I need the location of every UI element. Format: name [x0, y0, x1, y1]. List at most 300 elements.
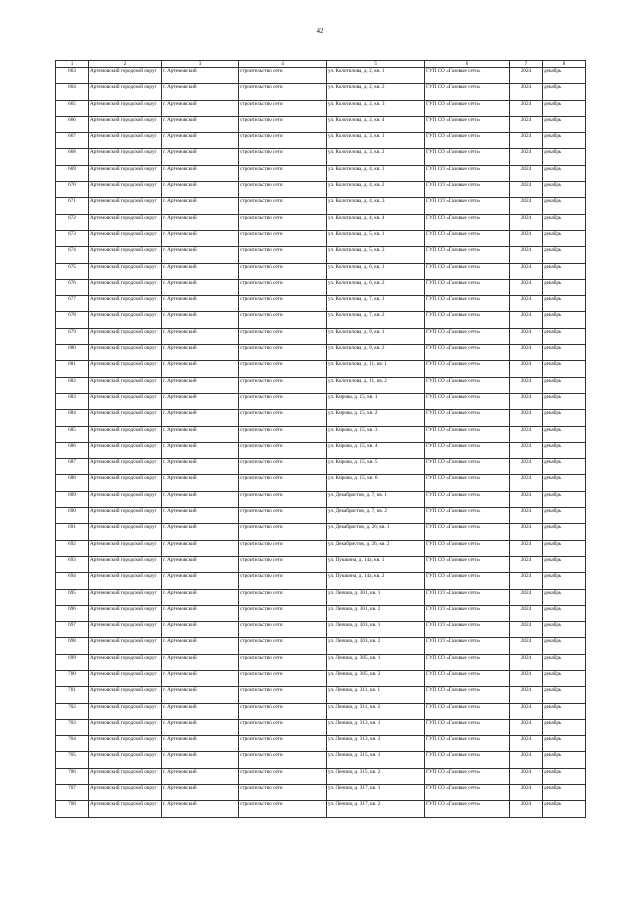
row-number-cell: 696	[56, 605, 89, 621]
work-type-cell: строительство сети	[239, 214, 327, 230]
work-type-cell: строительство сети	[239, 328, 327, 344]
month-cell: декабрь	[543, 377, 586, 393]
row-number-cell: 708	[56, 801, 89, 817]
municipality-cell: Артемовский городской округ	[89, 263, 162, 279]
month-cell: декабрь	[543, 785, 586, 801]
table-row	[56, 540, 586, 556]
contractor-cell: ГУП СО «Газовые сети»	[425, 703, 510, 719]
year-cell: 2024	[510, 524, 543, 540]
contractor-cell: ГУП СО «Газовые сети»	[425, 719, 510, 735]
row-number-cell: 679	[56, 328, 89, 344]
locality-cell: г. Артемовский	[162, 442, 239, 458]
column-header-6: 6	[425, 61, 510, 68]
municipality-cell: Артемовский городской округ	[89, 230, 162, 246]
address-cell: ул. Ленина, д. 317, кв. 1	[327, 785, 425, 801]
month-cell: декабрь	[543, 230, 586, 246]
table-row	[56, 165, 586, 181]
table-row	[56, 393, 586, 409]
address-cell: ул. Ленина, д. 313, кв. 2	[327, 736, 425, 752]
municipality-cell: Артемовский городской округ	[89, 312, 162, 328]
year-cell: 2024	[510, 687, 543, 703]
work-type-cell: строительство сети	[239, 345, 327, 361]
table-row	[56, 556, 586, 572]
table-row	[56, 752, 586, 768]
row-number-cell: 683	[56, 393, 89, 409]
work-type-cell: строительство сети	[239, 296, 327, 312]
address-cell: ул. Кирова, д. 15, кв. 1	[327, 393, 425, 409]
month-cell: декабрь	[543, 328, 586, 344]
row-number-cell: 681	[56, 361, 89, 377]
row-number-cell: 689	[56, 491, 89, 507]
municipality-cell: Артемовский городской округ	[89, 752, 162, 768]
work-type-cell: строительство сети	[239, 198, 327, 214]
municipality-cell: Артемовский городской округ	[89, 573, 162, 589]
address-cell: ул. Декабристов, д. 7, кв. 2	[327, 508, 425, 524]
locality-cell: г. Артемовский	[162, 508, 239, 524]
work-type-cell: строительство сети	[239, 573, 327, 589]
locality-cell: г. Артемовский	[162, 393, 239, 409]
locality-cell: г. Артемовский	[162, 84, 239, 100]
locality-cell: г. Артемовский	[162, 345, 239, 361]
table-row	[56, 312, 586, 328]
column-header-1: 1	[56, 61, 89, 68]
work-type-cell: строительство сети	[239, 768, 327, 784]
contractor-cell: ГУП СО «Газовые сети»	[425, 84, 510, 100]
month-cell: декабрь	[543, 556, 586, 572]
contractor-cell: ГУП СО «Газовые сети»	[425, 182, 510, 198]
municipality-cell: Артемовский городской округ	[89, 116, 162, 132]
locality-cell: г. Артемовский	[162, 377, 239, 393]
contractor-cell: ГУП СО «Газовые сети»	[425, 622, 510, 638]
contractor-cell: ГУП СО «Газовые сети»	[425, 133, 510, 149]
work-type-cell: строительство сети	[239, 491, 327, 507]
work-type-cell: строительство сети	[239, 165, 327, 181]
month-cell: декабрь	[543, 589, 586, 605]
object-schedule-table	[55, 60, 586, 818]
year-cell: 2024	[510, 491, 543, 507]
month-cell: декабрь	[543, 442, 586, 458]
municipality-cell: Артемовский городской округ	[89, 426, 162, 442]
row-number-cell: 706	[56, 768, 89, 784]
address-cell: ул. Пушкина, д. 14а, кв. 1	[327, 556, 425, 572]
work-type-cell: строительство сети	[239, 377, 327, 393]
work-type-cell: строительство сети	[239, 459, 327, 475]
row-number-cell: 672	[56, 214, 89, 230]
address-cell: ул. Кирова, д. 15, кв. 3	[327, 426, 425, 442]
year-cell: 2024	[510, 442, 543, 458]
table-row	[56, 719, 586, 735]
table-row	[56, 605, 586, 621]
municipality-cell: Артемовский городской округ	[89, 361, 162, 377]
work-type-cell: строительство сети	[239, 312, 327, 328]
year-cell: 2024	[510, 198, 543, 214]
month-cell: декабрь	[543, 540, 586, 556]
year-cell: 2024	[510, 296, 543, 312]
locality-cell: г. Артемовский	[162, 605, 239, 621]
municipality-cell: Артемовский городской округ	[89, 768, 162, 784]
locality-cell: г. Артемовский	[162, 589, 239, 605]
contractor-cell: ГУП СО «Газовые сети»	[425, 410, 510, 426]
work-type-cell: строительство сети	[239, 687, 327, 703]
year-cell: 2024	[510, 133, 543, 149]
row-number-cell: 680	[56, 345, 89, 361]
contractor-cell: ГУП СО «Газовые сети»	[425, 149, 510, 165]
address-cell: ул. Кирова, д. 15, кв. 4	[327, 442, 425, 458]
table-row	[56, 491, 586, 507]
municipality-cell: Артемовский городской округ	[89, 719, 162, 735]
year-cell: 2024	[510, 116, 543, 132]
year-cell: 2024	[510, 165, 543, 181]
locality-cell: г. Артемовский	[162, 687, 239, 703]
address-cell: ул. Ленина, д. 315, кв. 1	[327, 752, 425, 768]
table-row	[56, 377, 586, 393]
table-row	[56, 133, 586, 149]
work-type-cell: строительство сети	[239, 540, 327, 556]
month-cell: декабрь	[543, 687, 586, 703]
municipality-cell: Артемовский городской округ	[89, 491, 162, 507]
year-cell: 2024	[510, 214, 543, 230]
locality-cell: г. Артемовский	[162, 296, 239, 312]
work-type-cell: строительство сети	[239, 638, 327, 654]
year-cell: 2024	[510, 801, 543, 817]
row-number-cell: 677	[56, 296, 89, 312]
year-cell: 2024	[510, 459, 543, 475]
month-cell: декабрь	[543, 426, 586, 442]
month-cell: декабрь	[543, 84, 586, 100]
work-type-cell: строительство сети	[239, 589, 327, 605]
contractor-cell: ГУП СО «Газовые сети»	[425, 475, 510, 491]
municipality-cell: Артемовский городской округ	[89, 393, 162, 409]
locality-cell: г. Артемовский	[162, 703, 239, 719]
address-cell: ул. Колотилова, д. 3, кв. 2	[327, 149, 425, 165]
table-row	[56, 182, 586, 198]
locality-cell: г. Артемовский	[162, 426, 239, 442]
row-number-cell: 698	[56, 638, 89, 654]
locality-cell: г. Артемовский	[162, 573, 239, 589]
row-number-cell: 694	[56, 573, 89, 589]
table-row	[56, 426, 586, 442]
address-cell: ул. Ленина, д. 301, кв. 1	[327, 589, 425, 605]
month-cell: декабрь	[543, 133, 586, 149]
table-row	[56, 410, 586, 426]
contractor-cell: ГУП СО «Газовые сети»	[425, 736, 510, 752]
locality-cell: г. Артемовский	[162, 459, 239, 475]
locality-cell: г. Артемовский	[162, 230, 239, 246]
municipality-cell: Артемовский городской округ	[89, 84, 162, 100]
table-row	[56, 149, 586, 165]
address-cell: ул. Ленина, д. 301, кв. 2	[327, 605, 425, 621]
municipality-cell: Артемовский городской округ	[89, 622, 162, 638]
row-number-cell: 665	[56, 100, 89, 116]
row-number-cell: 686	[56, 442, 89, 458]
address-cell: ул. Колотилова, д. 3, кв. 1	[327, 133, 425, 149]
contractor-cell: ГУП СО «Газовые сети»	[425, 768, 510, 784]
contractor-cell: ГУП СО «Газовые сети»	[425, 263, 510, 279]
year-cell: 2024	[510, 230, 543, 246]
address-cell: ул. Пушкина, д. 14а, кв. 2	[327, 573, 425, 589]
address-cell: ул. Колотилова, д. 5, кв. 2	[327, 247, 425, 263]
month-cell: декабрь	[543, 638, 586, 654]
contractor-cell: ГУП СО «Газовые сети»	[425, 296, 510, 312]
contractor-cell: ГУП СО «Газовые сети»	[425, 687, 510, 703]
year-cell: 2024	[510, 100, 543, 116]
month-cell: декабрь	[543, 214, 586, 230]
municipality-cell: Артемовский городской округ	[89, 703, 162, 719]
municipality-cell: Артемовский городской округ	[89, 328, 162, 344]
year-cell: 2024	[510, 84, 543, 100]
work-type-cell: строительство сети	[239, 654, 327, 670]
month-cell: декабрь	[543, 654, 586, 670]
work-type-cell: строительство сети	[239, 410, 327, 426]
municipality-cell: Артемовский городской округ	[89, 687, 162, 703]
locality-cell: г. Артемовский	[162, 312, 239, 328]
municipality-cell: Артемовский городской округ	[89, 785, 162, 801]
year-cell: 2024	[510, 279, 543, 295]
address-cell: ул. Колотилова, д. 9, кв. 1	[327, 328, 425, 344]
year-cell: 2024	[510, 670, 543, 686]
locality-cell: г. Артемовский	[162, 638, 239, 654]
row-number-cell: 703	[56, 719, 89, 735]
table-row	[56, 736, 586, 752]
row-number-cell: 682	[56, 377, 89, 393]
row-number-cell: 705	[56, 752, 89, 768]
municipality-cell: Артемовский городской округ	[89, 410, 162, 426]
address-cell: ул. Колотилова, д. 2, кв. 3	[327, 100, 425, 116]
year-cell: 2024	[510, 410, 543, 426]
municipality-cell: Артемовский городской округ	[89, 182, 162, 198]
locality-cell: г. Артемовский	[162, 410, 239, 426]
row-number-cell: 702	[56, 703, 89, 719]
month-cell: декабрь	[543, 198, 586, 214]
year-cell: 2024	[510, 247, 543, 263]
locality-cell: г. Артемовский	[162, 524, 239, 540]
column-header-8: 8	[543, 61, 586, 68]
row-number-cell: 699	[56, 654, 89, 670]
locality-cell: г. Артемовский	[162, 263, 239, 279]
table-row	[56, 670, 586, 686]
locality-cell: г. Артемовский	[162, 328, 239, 344]
year-cell: 2024	[510, 556, 543, 572]
row-number-cell: 675	[56, 263, 89, 279]
year-cell: 2024	[510, 312, 543, 328]
row-number-cell: 704	[56, 736, 89, 752]
row-number-cell: 701	[56, 687, 89, 703]
address-cell: ул. Кирова, д. 15, кв. 5	[327, 459, 425, 475]
address-cell: ул. Ленина, д. 311, кв. 1	[327, 687, 425, 703]
year-cell: 2024	[510, 622, 543, 638]
municipality-cell: Артемовский городской округ	[89, 589, 162, 605]
table-row	[56, 589, 586, 605]
municipality-cell: Артемовский городской округ	[89, 736, 162, 752]
month-cell: декабрь	[543, 459, 586, 475]
address-cell: ул. Декабристов, д. 7, кв. 1	[327, 491, 425, 507]
work-type-cell: строительство сети	[239, 149, 327, 165]
header-row	[56, 61, 586, 68]
contractor-cell: ГУП СО «Газовые сети»	[425, 524, 510, 540]
table-row	[56, 214, 586, 230]
address-cell: ул. Кирова, д. 15, кв. 6	[327, 475, 425, 491]
contractor-cell: ГУП СО «Газовые сети»	[425, 361, 510, 377]
municipality-cell: Артемовский городской округ	[89, 279, 162, 295]
table-row	[56, 573, 586, 589]
contractor-cell: ГУП СО «Газовые сети»	[425, 442, 510, 458]
address-cell: ул. Декабристов, д. 26, кв. 1	[327, 524, 425, 540]
month-cell: декабрь	[543, 670, 586, 686]
contractor-cell: ГУП СО «Газовые сети»	[425, 508, 510, 524]
address-cell: ул. Колотилова, д. 7, кв. 2	[327, 312, 425, 328]
month-cell: декабрь	[543, 524, 586, 540]
year-cell: 2024	[510, 475, 543, 491]
table-row	[56, 768, 586, 784]
table-row	[56, 263, 586, 279]
municipality-cell: Артемовский городской округ	[89, 100, 162, 116]
table-body	[56, 68, 586, 818]
month-cell: декабрь	[543, 752, 586, 768]
address-cell: ул. Колотилова, д. 6, кв. 2	[327, 279, 425, 295]
month-cell: декабрь	[543, 736, 586, 752]
address-cell: ул. Ленина, д. 313, кв. 1	[327, 719, 425, 735]
contractor-cell: ГУП СО «Газовые сети»	[425, 312, 510, 328]
locality-cell: г. Артемовский	[162, 247, 239, 263]
month-cell: декабрь	[543, 768, 586, 784]
year-cell: 2024	[510, 752, 543, 768]
row-number-cell: 670	[56, 182, 89, 198]
municipality-cell: Артемовский городской округ	[89, 508, 162, 524]
contractor-cell: ГУП СО «Газовые сети»	[425, 670, 510, 686]
municipality-cell: Артемовский городской округ	[89, 149, 162, 165]
municipality-cell: Артемовский городской округ	[89, 801, 162, 817]
row-number-cell: 663	[56, 68, 89, 84]
month-cell: декабрь	[543, 182, 586, 198]
row-number-cell: 667	[56, 133, 89, 149]
table-row	[56, 279, 586, 295]
contractor-cell: ГУП СО «Газовые сети»	[425, 605, 510, 621]
month-cell: декабрь	[543, 393, 586, 409]
municipality-cell: Артемовский городской округ	[89, 638, 162, 654]
table-row	[56, 654, 586, 670]
year-cell: 2024	[510, 377, 543, 393]
work-type-cell: строительство сети	[239, 508, 327, 524]
work-type-cell: строительство сети	[239, 247, 327, 263]
municipality-cell: Артемовский городской округ	[89, 133, 162, 149]
work-type-cell: строительство сети	[239, 622, 327, 638]
month-cell: декабрь	[543, 279, 586, 295]
column-header-2: 2	[89, 61, 162, 68]
work-type-cell: строительство сети	[239, 84, 327, 100]
month-cell: декабрь	[543, 312, 586, 328]
row-number-cell: 674	[56, 247, 89, 263]
work-type-cell: строительство сети	[239, 752, 327, 768]
month-cell: декабрь	[543, 605, 586, 621]
row-number-cell: 678	[56, 312, 89, 328]
address-cell: ул. Ленина, д. 317, кв. 2	[327, 801, 425, 817]
contractor-cell: ГУП СО «Газовые сети»	[425, 426, 510, 442]
table-row	[56, 801, 586, 817]
address-cell: ул. Ленина, д. 305, кв. 2	[327, 670, 425, 686]
year-cell: 2024	[510, 540, 543, 556]
work-type-cell: строительство сети	[239, 426, 327, 442]
locality-cell: г. Артемовский	[162, 165, 239, 181]
municipality-cell: Артемовский городской округ	[89, 377, 162, 393]
month-cell: декабрь	[543, 165, 586, 181]
page-number: 42	[316, 27, 324, 35]
year-cell: 2024	[510, 768, 543, 784]
municipality-cell: Артемовский городской округ	[89, 165, 162, 181]
locality-cell: г. Артемовский	[162, 100, 239, 116]
table-row	[56, 524, 586, 540]
address-cell: ул. Колотилова, д. 9, кв. 2	[327, 345, 425, 361]
row-number-cell: 687	[56, 459, 89, 475]
table-row	[56, 638, 586, 654]
municipality-cell: Артемовский городской округ	[89, 670, 162, 686]
contractor-cell: ГУП СО «Газовые сети»	[425, 540, 510, 556]
table-row	[56, 68, 586, 84]
address-cell: ул. Ленина, д. 311, кв. 2	[327, 703, 425, 719]
row-number-cell: 676	[56, 279, 89, 295]
locality-cell: г. Артемовский	[162, 540, 239, 556]
row-number-cell: 684	[56, 410, 89, 426]
month-cell: декабрь	[543, 475, 586, 491]
work-type-cell: строительство сети	[239, 393, 327, 409]
month-cell: декабрь	[543, 345, 586, 361]
work-type-cell: строительство сети	[239, 230, 327, 246]
month-cell: декабрь	[543, 100, 586, 116]
municipality-cell: Артемовский городской округ	[89, 475, 162, 491]
address-cell: ул. Колотилова, д. 4, кв. 1	[327, 165, 425, 181]
locality-cell: г. Артемовский	[162, 182, 239, 198]
address-cell: ул. Кирова, д. 15, кв. 2	[327, 410, 425, 426]
month-cell: декабрь	[543, 116, 586, 132]
work-type-cell: строительство сети	[239, 719, 327, 735]
contractor-cell: ГУП СО «Газовые сети»	[425, 116, 510, 132]
year-cell: 2024	[510, 605, 543, 621]
locality-cell: г. Артемовский	[162, 768, 239, 784]
contractor-cell: ГУП СО «Газовые сети»	[425, 459, 510, 475]
year-cell: 2024	[510, 719, 543, 735]
work-type-cell: строительство сети	[239, 703, 327, 719]
address-cell: ул. Ленина, д. 315, кв. 2	[327, 768, 425, 784]
year-cell: 2024	[510, 182, 543, 198]
address-cell: ул. Колотилова, д. 11, кв. 1	[327, 361, 425, 377]
contractor-cell: ГУП СО «Газовые сети»	[425, 198, 510, 214]
table-row	[56, 247, 586, 263]
contractor-cell: ГУП СО «Газовые сети»	[425, 230, 510, 246]
table-row	[56, 785, 586, 801]
row-number-cell: 690	[56, 508, 89, 524]
row-number-cell: 693	[56, 556, 89, 572]
contractor-cell: ГУП СО «Газовые сети»	[425, 328, 510, 344]
work-type-cell: строительство сети	[239, 182, 327, 198]
column-header-4: 4	[239, 61, 327, 68]
locality-cell: г. Артемовский	[162, 116, 239, 132]
work-type-cell: строительство сети	[239, 100, 327, 116]
locality-cell: г. Артемовский	[162, 149, 239, 165]
municipality-cell: Артемовский городской округ	[89, 442, 162, 458]
table-row	[56, 508, 586, 524]
month-cell: декабрь	[543, 247, 586, 263]
municipality-cell: Артемовский городской округ	[89, 68, 162, 84]
work-type-cell: строительство сети	[239, 556, 327, 572]
year-cell: 2024	[510, 426, 543, 442]
month-cell: декабрь	[543, 703, 586, 719]
work-type-cell: строительство сети	[239, 68, 327, 84]
work-type-cell: строительство сети	[239, 116, 327, 132]
table-row	[56, 703, 586, 719]
locality-cell: г. Артемовский	[162, 475, 239, 491]
contractor-cell: ГУП СО «Газовые сети»	[425, 345, 510, 361]
year-cell: 2024	[510, 573, 543, 589]
work-type-cell: строительство сети	[239, 279, 327, 295]
